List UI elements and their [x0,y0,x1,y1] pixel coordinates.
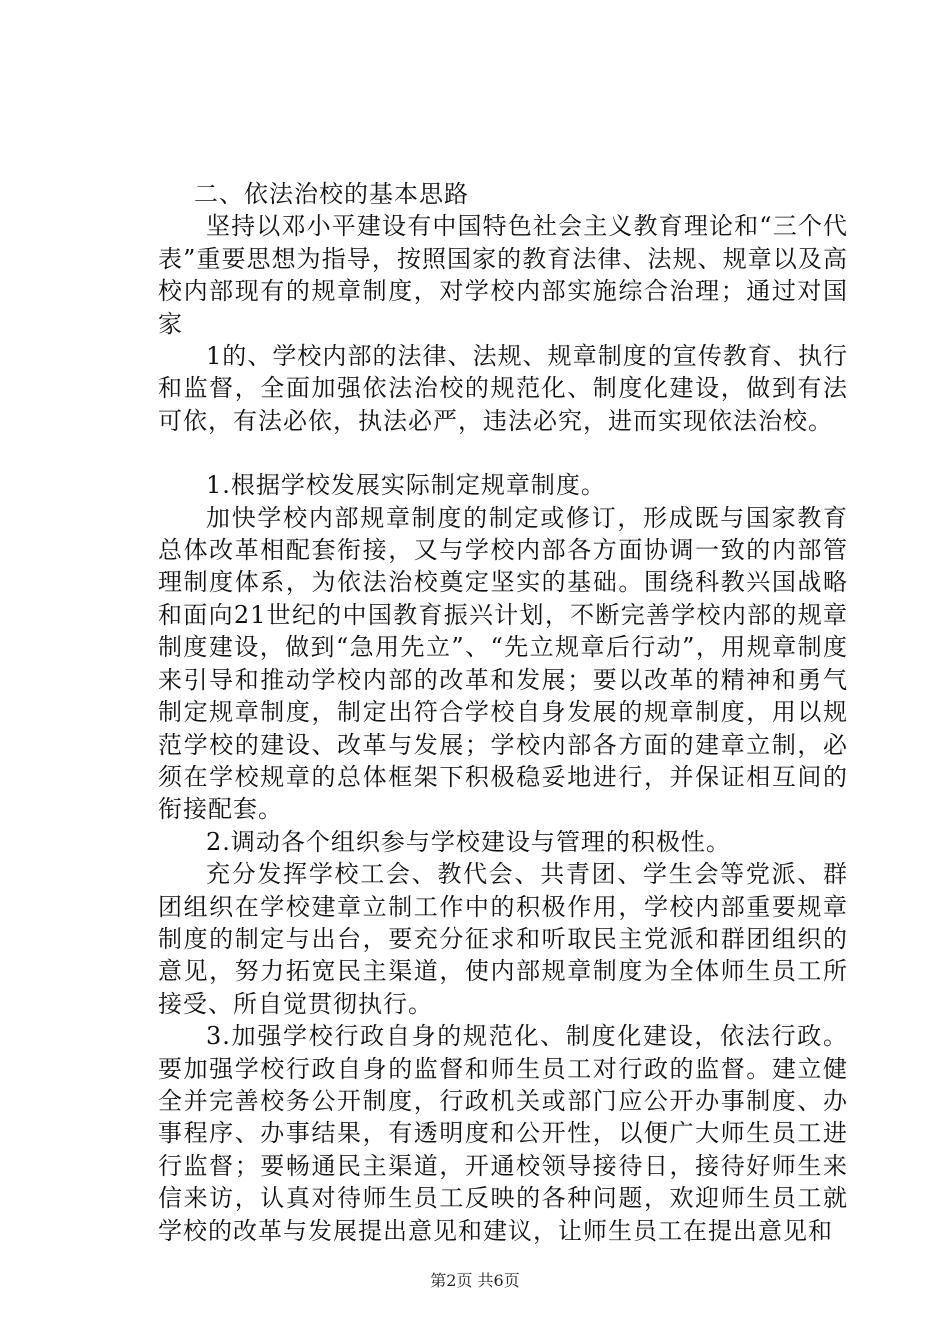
paragraph: 坚持以邓小平建设有中国特色社会主义教育理论和“三个代表”重要思想为指导，按照国家的教育法律、法规、规章以及高校内部现有的规章制度，对学校内部实施综合治理；通过对国家 [158,212,848,338]
document-body [158,178,848,1247]
item-heading-with-text [158,1020,848,1247]
paragraph: 充分发挥学校工会、教代会、共青团、学生会等党派、群团组织在学校建章立制工作中的积极作用，学校内部重要规章制度的制定与出台，要充分征求和听取民主党派和群团组织的意见，努力拓宽民主渠道，使内部规章制度为全体师生员工所接受、所自觉贯彻执行。 [158,860,848,1018]
paragraph-spacer [158,437,848,469]
paragraph-text: 要加强学校行政自身的监督和师生员工对行政的监督。建立健全并完善校务公开制度，行政机关或部门应公开办事制度、办事程序、办事结果，有透明度和公开性，以便广大师生员工进行监督；要畅通民主渠道，开通校领导接待日，接待好师生来信来访，认真对待师生员工反映的各种问题，欢迎师生员工就学校的改革与发展提出意见和建议，让师生员工在提出意见和 [158,1054,848,1245]
paragraph: 加快学校内部规章制度的制定或修订，形成既与国家教育总体改革相配套衔接，又与学校内部各方面协调一致的内部管理制度体系，为依法治校奠定坚实的基础。围绕科教兴国战略和面向21世纪的中国教育振兴计划，不断完善学校内部的规章制度建设，做到“急用先立”、“先立规章后行动”，用规章制度来引导和推动学校内部的改革和发展；要以改革的精神和勇气制定规章制度，制定出符合学校自身发展的规章制度，用以规范学校的建设、改革与发展；学校内部各方面的建章立制，必须在学校规章的总体框架下积极稳妥地进行，并保证相互间的衔接配套。 [158,503,848,824]
item-heading: 3.加强学校行政自身的规范化、制度化建设，依法行政。 [206,1022,848,1051]
section-title: 二、依法治校的基本思路 [194,180,469,208]
item-heading: 2.调动各个组织参与学校建设与管理的积极性。 [206,827,731,856]
paragraph: 1的、学校内部的法律、法规、规章制度的宣传教育、执行和监督，全面加强依法治校的规范化、制度化建设，做到有法可依，有法必依，执法必严，违法必究，进而实现依法治校。 [158,342,848,435]
page-footer: 第2页 共6页 [430,1271,520,1290]
item-heading: 1.根据学校发展实际制定规章制度。 [206,471,606,500]
